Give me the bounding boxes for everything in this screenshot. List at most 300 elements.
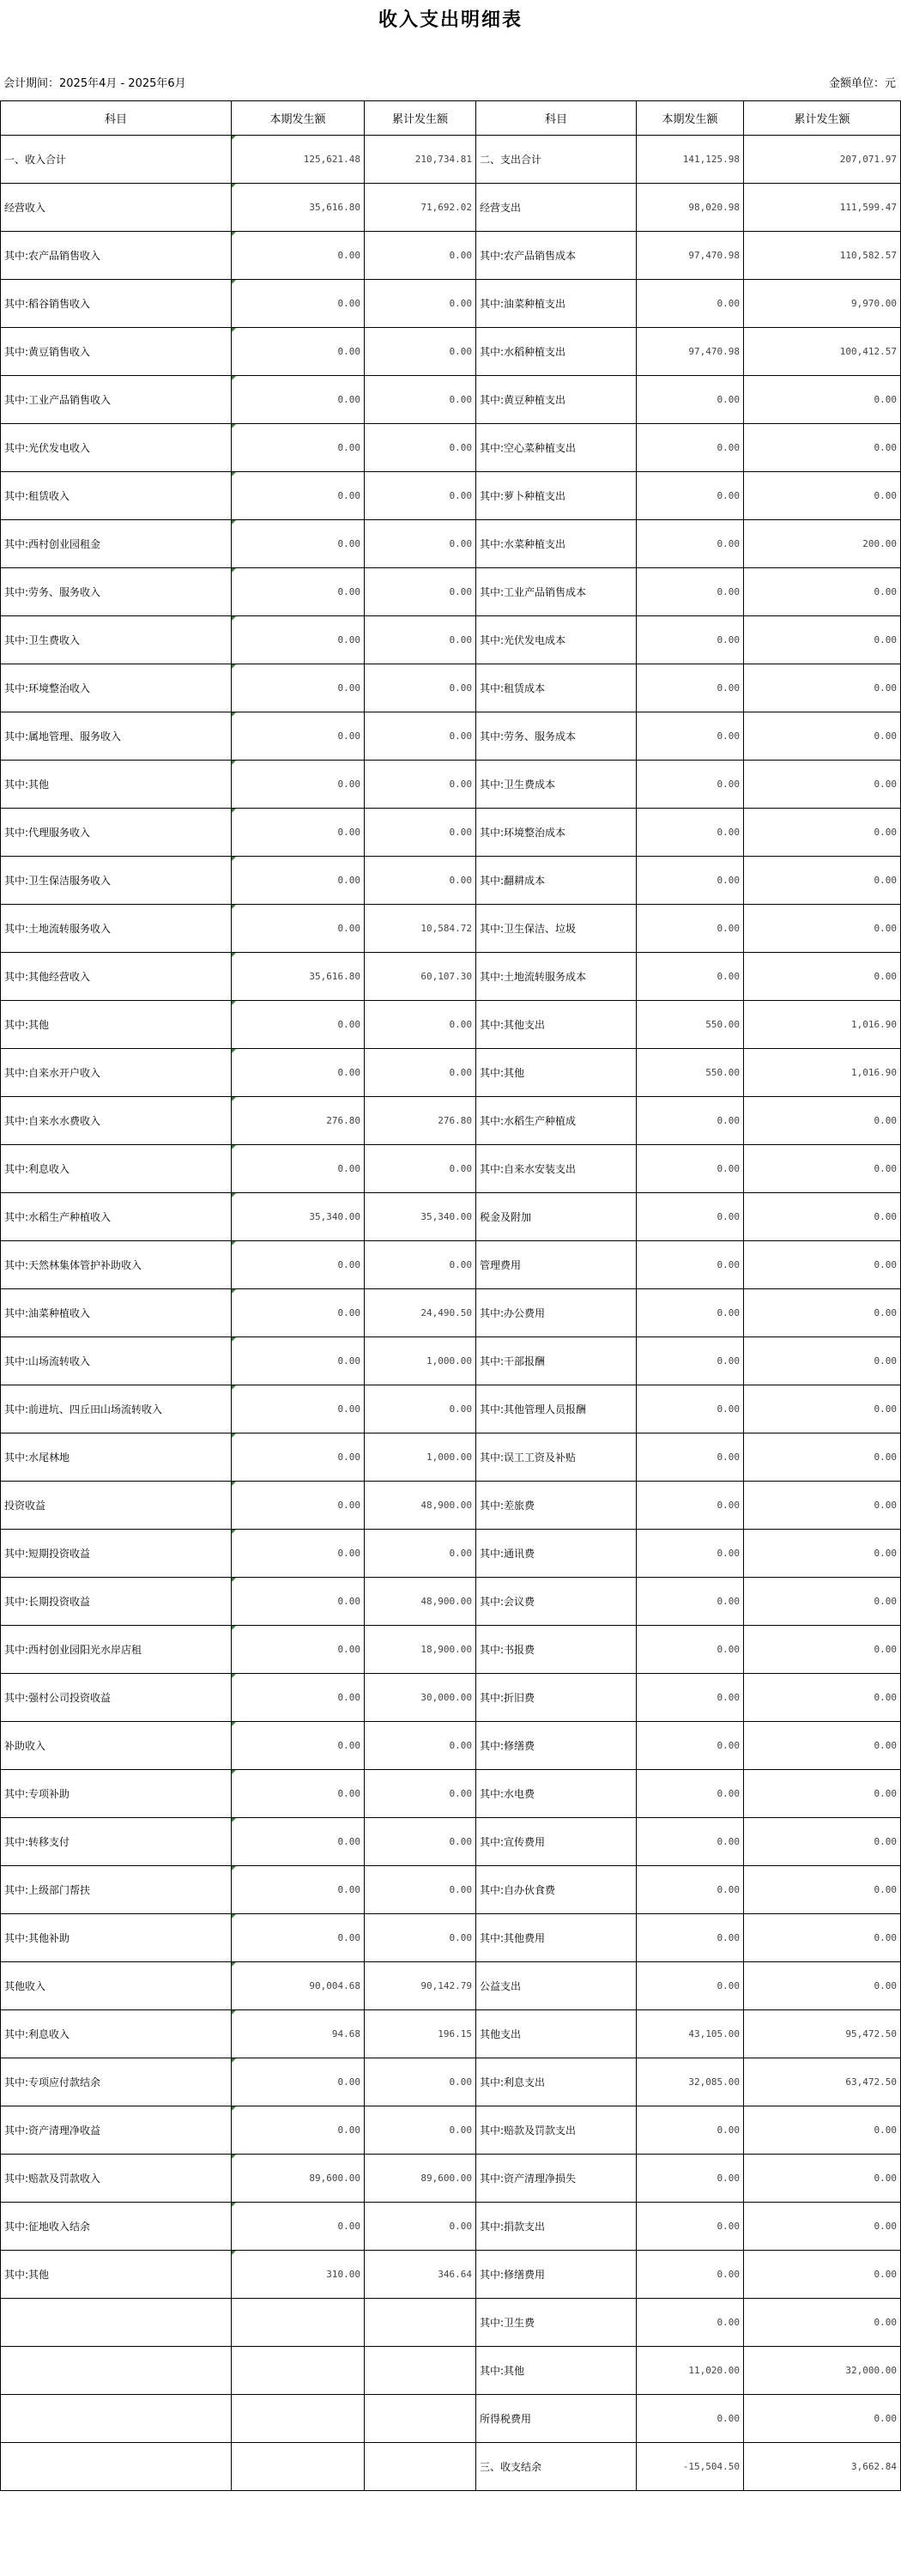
- left-cumulative-amount: 210,734.81: [365, 136, 476, 184]
- table-row: [1, 1962, 901, 2010]
- right-current-amount: 0.00: [637, 1145, 744, 1193]
- left-cumulative-amount: 10,584.72: [365, 905, 476, 953]
- table-row: [1, 232, 901, 280]
- left-cumulative-amount: 0.00: [365, 1049, 476, 1097]
- left-current-amount: 0.00: [232, 1626, 365, 1674]
- left-cumulative-amount: 0.00: [365, 1530, 476, 1578]
- left-cumulative-amount: 0.00: [365, 1722, 476, 1770]
- left-current-amount: 0.00: [232, 1289, 365, 1337]
- left-current-amount: 90,004.68: [232, 1962, 365, 2010]
- right-cumulative-amount: 0.00: [744, 1722, 901, 1770]
- right-item-cell: 其中:卫生费成本: [476, 761, 637, 809]
- right-cumulative-amount: 111,599.47: [744, 184, 901, 232]
- right-current-amount: 0.00: [637, 1770, 744, 1818]
- left-cumulative-amount: 89,600.00: [365, 2155, 476, 2203]
- right-current-amount: 0.00: [637, 809, 744, 857]
- left-item-cell: 其中:山场流转收入: [1, 1337, 232, 1385]
- right-current-amount: 0.00: [637, 761, 744, 809]
- left-current-amount: 0.00: [232, 1001, 365, 1049]
- table-row: [1, 1433, 901, 1482]
- table-row: [1, 472, 901, 520]
- left-item-cell: 其中:土地流转服务收入: [1, 905, 232, 953]
- left-cumulative-amount: 24,490.50: [365, 1289, 476, 1337]
- right-item-cell: 其中:会议费: [476, 1578, 637, 1626]
- left-item-cell: 经营收入: [1, 184, 232, 232]
- left-cumulative-amount: 0.00: [365, 568, 476, 616]
- right-cumulative-amount: 0.00: [744, 616, 901, 664]
- table-row: [1, 809, 901, 857]
- left-item-cell: 其中:利息收入: [1, 1145, 232, 1193]
- left-current-amount: 0.00: [232, 1578, 365, 1626]
- left-current-amount: 0.00: [232, 1770, 365, 1818]
- right-current-amount: 0.00: [637, 2251, 744, 2299]
- table-row: [1, 1289, 901, 1337]
- left-item-cell: 其中:油菜种植收入: [1, 1289, 232, 1337]
- left-item-cell: 其中:其他补助: [1, 1914, 232, 1962]
- left-item-cell: 其中:专项补助: [1, 1770, 232, 1818]
- left-current-amount: 0.00: [232, 568, 365, 616]
- right-cumulative-amount: 0.00: [744, 2203, 901, 2251]
- left-current-amount: 0.00: [232, 664, 365, 712]
- right-item-cell: 其中:卫生费: [476, 2299, 637, 2347]
- left-cumulative-amount: [365, 2395, 476, 2443]
- table-row: [1, 568, 901, 616]
- left-current-amount: 0.00: [232, 1530, 365, 1578]
- right-current-amount: 0.00: [637, 280, 744, 328]
- right-current-amount: 0.00: [637, 1289, 744, 1337]
- right-current-amount: 0.00: [637, 520, 744, 568]
- right-cumulative-amount: 0.00: [744, 1385, 901, 1433]
- right-item-cell: 其中:水电费: [476, 1770, 637, 1818]
- right-cumulative-amount: 200.00: [744, 520, 901, 568]
- right-item-cell: 其他支出: [476, 2010, 637, 2058]
- left-cumulative-amount: [365, 2347, 476, 2395]
- left-cumulative-amount: 0.00: [365, 424, 476, 472]
- left-cumulative-amount: 0.00: [365, 472, 476, 520]
- table-row: [1, 857, 901, 905]
- right-cumulative-amount: 0.00: [744, 1433, 901, 1482]
- left-cumulative-amount: 0.00: [365, 1001, 476, 1049]
- table-row: [1, 184, 901, 232]
- left-cumulative-amount: 48,900.00: [365, 1482, 476, 1530]
- left-cumulative-amount: 48,900.00: [365, 1578, 476, 1626]
- right-item-cell: 管理费用: [476, 1241, 637, 1289]
- table-row: [1, 1674, 901, 1722]
- left-item-cell: 其中:专项应付款结余: [1, 2058, 232, 2106]
- right-cumulative-amount: 0.00: [744, 953, 901, 1001]
- right-cumulative-amount: 0.00: [744, 1097, 901, 1145]
- left-item-cell: 其中:其他经营收入: [1, 953, 232, 1001]
- table-row: [1, 1337, 901, 1385]
- right-item-cell: 其中:水稻生产种植成: [476, 1097, 637, 1145]
- left-item-cell: [1, 2299, 232, 2347]
- right-current-amount: 0.00: [637, 712, 744, 761]
- right-item-cell: 其中:黄豆种植支出: [476, 376, 637, 424]
- left-item-cell: 其中:租赁收入: [1, 472, 232, 520]
- right-cumulative-amount: 0.00: [744, 1674, 901, 1722]
- right-cumulative-amount: 1,016.90: [744, 1049, 901, 1097]
- right-item-cell: 其中:油菜种植支出: [476, 280, 637, 328]
- left-item-cell: 一、收入合计: [1, 136, 232, 184]
- table-row: [1, 1001, 901, 1049]
- left-current-amount: 0.00: [232, 232, 365, 280]
- income-expense-table: [0, 100, 901, 2491]
- right-item-cell: 其中:差旅费: [476, 1482, 637, 1530]
- right-cumulative-amount: 0.00: [744, 1914, 901, 1962]
- left-current-amount: 0.00: [232, 2058, 365, 2106]
- right-item-cell: 税金及附加: [476, 1193, 637, 1241]
- left-item-cell: 其中:上级部门帮扶: [1, 1866, 232, 1914]
- right-current-amount: 0.00: [637, 1482, 744, 1530]
- left-cumulative-amount: 0.00: [365, 2106, 476, 2155]
- left-item-cell: 其中:属地管理、服务收入: [1, 712, 232, 761]
- left-item-cell: 其中:水尾林地: [1, 1433, 232, 1482]
- left-cumulative-amount: 35,340.00: [365, 1193, 476, 1241]
- table-row: [1, 1722, 901, 1770]
- right-item-cell: 其中:办公费用: [476, 1289, 637, 1337]
- table-row: [1, 2058, 901, 2106]
- left-item-cell: 其中:转移支付: [1, 1818, 232, 1866]
- left-item-cell: 其中:光伏发电收入: [1, 424, 232, 472]
- right-item-cell: 其中:利息支出: [476, 2058, 637, 2106]
- left-current-amount: 0.00: [232, 905, 365, 953]
- left-cumulative-amount: 0.00: [365, 1914, 476, 1962]
- left-current-amount: 0.00: [232, 2106, 365, 2155]
- left-cumulative-amount: 0.00: [365, 1385, 476, 1433]
- right-current-amount: 0.00: [637, 1530, 744, 1578]
- left-current-amount: [232, 2443, 365, 2491]
- right-item-cell: 其中:捐款支出: [476, 2203, 637, 2251]
- table-row: [1, 1770, 901, 1818]
- right-item-cell: 其中:赔款及罚款支出: [476, 2106, 637, 2155]
- table-row: [1, 2155, 901, 2203]
- right-current-amount: 141,125.98: [637, 136, 744, 184]
- right-item-cell: 其中:通讯费: [476, 1530, 637, 1578]
- left-item-cell: 其中:利息收入: [1, 2010, 232, 2058]
- left-cumulative-amount: 0.00: [365, 328, 476, 376]
- right-cumulative-amount: 207,071.97: [744, 136, 901, 184]
- right-item-cell: 其中:卫生保洁、垃圾: [476, 905, 637, 953]
- table-row: [1, 520, 901, 568]
- right-current-amount: 0.00: [637, 2106, 744, 2155]
- right-item-cell: 其中:书报费: [476, 1626, 637, 1674]
- left-current-amount: 310.00: [232, 2251, 365, 2299]
- left-current-amount: 0.00: [232, 424, 365, 472]
- left-cumulative-amount: 0.00: [365, 376, 476, 424]
- right-current-amount: 43,105.00: [637, 2010, 744, 2058]
- right-cumulative-amount: 0.00: [744, 761, 901, 809]
- left-cumulative-amount: 0.00: [365, 2058, 476, 2106]
- right-current-amount: 0.00: [637, 1818, 744, 1866]
- left-cumulative-amount: 18,900.00: [365, 1626, 476, 1674]
- left-item-cell: 补助收入: [1, 1722, 232, 1770]
- left-item-cell: 其中:其他: [1, 1001, 232, 1049]
- left-cumulative-amount: 196.15: [365, 2010, 476, 2058]
- left-current-amount: 0.00: [232, 809, 365, 857]
- left-cumulative-amount: 0.00: [365, 616, 476, 664]
- right-cumulative-amount: 0.00: [744, 712, 901, 761]
- right-current-amount: 0.00: [637, 1193, 744, 1241]
- table-row: [1, 1818, 901, 1866]
- right-item-cell: 所得税费用: [476, 2395, 637, 2443]
- right-item-cell: 其中:其他支出: [476, 1001, 637, 1049]
- left-current-amount: [232, 2299, 365, 2347]
- left-item-cell: 其中:代理服务收入: [1, 809, 232, 857]
- right-current-amount: 0.00: [637, 905, 744, 953]
- left-cumulative-amount: [365, 2443, 476, 2491]
- col-header-left-current: 本期发生额: [232, 101, 365, 136]
- right-item-cell: 三、收支结余: [476, 2443, 637, 2491]
- right-current-amount: 0.00: [637, 1578, 744, 1626]
- table-row: [1, 1241, 901, 1289]
- right-cumulative-amount: 95,472.50: [744, 2010, 901, 2058]
- right-cumulative-amount: 110,582.57: [744, 232, 901, 280]
- left-current-amount: [232, 2395, 365, 2443]
- right-cumulative-amount: 0.00: [744, 2251, 901, 2299]
- left-cumulative-amount: 276.80: [365, 1097, 476, 1145]
- left-cumulative-amount: 0.00: [365, 761, 476, 809]
- right-item-cell: 其中:其他管理人员报酬: [476, 1385, 637, 1433]
- right-cumulative-amount: 0.00: [744, 2155, 901, 2203]
- right-current-amount: 32,085.00: [637, 2058, 744, 2106]
- right-current-amount: 97,470.98: [637, 328, 744, 376]
- right-cumulative-amount: 0.00: [744, 2299, 901, 2347]
- table-row: [1, 2395, 901, 2443]
- left-current-amount: 89,600.00: [232, 2155, 365, 2203]
- right-cumulative-amount: 3,662.84: [744, 2443, 901, 2491]
- left-item-cell: 其中:西村创业园阳光水岸店租: [1, 1626, 232, 1674]
- right-cumulative-amount: 0.00: [744, 1530, 901, 1578]
- right-cumulative-amount: 0.00: [744, 809, 901, 857]
- left-item-cell: 其中:工业产品销售收入: [1, 376, 232, 424]
- right-item-cell: 其中:资产清理净损失: [476, 2155, 637, 2203]
- left-current-amount: 0.00: [232, 712, 365, 761]
- right-cumulative-amount: 0.00: [744, 1578, 901, 1626]
- left-cumulative-amount: 0.00: [365, 1770, 476, 1818]
- table-row: [1, 1049, 901, 1097]
- left-cumulative-amount: 1,000.00: [365, 1337, 476, 1385]
- left-cumulative-amount: 0.00: [365, 712, 476, 761]
- col-header-left-cumulative: 累计发生额: [365, 101, 476, 136]
- table-body: [1, 136, 901, 2491]
- left-item-cell: 其中:稻谷销售收入: [1, 280, 232, 328]
- left-item-cell: [1, 2347, 232, 2395]
- accounting-period: 会计期间：2025年4月 - 2025年6月: [3, 77, 186, 90]
- right-current-amount: 97,470.98: [637, 232, 744, 280]
- left-cumulative-amount: 30,000.00: [365, 1674, 476, 1722]
- col-header-left-item: 科目: [1, 101, 232, 136]
- table-row: [1, 136, 901, 184]
- left-current-amount: 0.00: [232, 1049, 365, 1097]
- table-row: [1, 1145, 901, 1193]
- left-item-cell: 其中:劳务、服务收入: [1, 568, 232, 616]
- left-item-cell: 其中:其他: [1, 2251, 232, 2299]
- right-item-cell: 其中:修缮费用: [476, 2251, 637, 2299]
- right-cumulative-amount: 0.00: [744, 1289, 901, 1337]
- report-title: 收入支出明细表: [378, 9, 523, 31]
- left-cumulative-amount: 0.00: [365, 857, 476, 905]
- left-current-amount: 0.00: [232, 1337, 365, 1385]
- right-current-amount: 0.00: [637, 664, 744, 712]
- right-item-cell: 二、支出合计: [476, 136, 637, 184]
- right-current-amount: 0.00: [637, 2299, 744, 2347]
- col-header-right-item: 科目: [476, 101, 637, 136]
- col-header-right-current: 本期发生额: [637, 101, 744, 136]
- table-row: [1, 712, 901, 761]
- left-current-amount: 0.00: [232, 1722, 365, 1770]
- right-current-amount: 0.00: [637, 1433, 744, 1482]
- left-current-amount: 0.00: [232, 1914, 365, 1962]
- right-cumulative-amount: 0.00: [744, 2106, 901, 2155]
- right-cumulative-amount: 0.00: [744, 905, 901, 953]
- right-item-cell: 经营支出: [476, 184, 637, 232]
- right-cumulative-amount: 1,016.90: [744, 1001, 901, 1049]
- left-item-cell: 其中:前进坑、四丘田山场流转收入: [1, 1385, 232, 1433]
- left-current-amount: 35,616.80: [232, 184, 365, 232]
- left-current-amount: 125,621.48: [232, 136, 365, 184]
- left-item-cell: 其中:西村创业园租金: [1, 520, 232, 568]
- table-row: [1, 1578, 901, 1626]
- right-item-cell: 其中:空心菜种植支出: [476, 424, 637, 472]
- left-item-cell: 其中:水稻生产种植收入: [1, 1193, 232, 1241]
- right-item-cell: 其中:自来水安装支出: [476, 1145, 637, 1193]
- left-item-cell: 其中:自来水开户收入: [1, 1049, 232, 1097]
- left-item-cell: 其中:长期投资收益: [1, 1578, 232, 1626]
- right-current-amount: 11,020.00: [637, 2347, 744, 2395]
- right-cumulative-amount: 0.00: [744, 1626, 901, 1674]
- table-row: [1, 328, 901, 376]
- right-cumulative-amount: 0.00: [744, 472, 901, 520]
- left-current-amount: [232, 2347, 365, 2395]
- col-header-right-cumulative: 累计发生额: [744, 101, 901, 136]
- left-item-cell: 其中:天然林集体管护补助收入: [1, 1241, 232, 1289]
- left-cumulative-amount: 0.00: [365, 280, 476, 328]
- right-current-amount: 0.00: [637, 1337, 744, 1385]
- left-cumulative-amount: 0.00: [365, 520, 476, 568]
- right-item-cell: 其中:自办伙食费: [476, 1866, 637, 1914]
- right-current-amount: 0.00: [637, 616, 744, 664]
- right-item-cell: 其中:劳务、服务成本: [476, 712, 637, 761]
- left-current-amount: 0.00: [232, 472, 365, 520]
- right-current-amount: -15,504.50: [637, 2443, 744, 2491]
- right-current-amount: 98,020.98: [637, 184, 744, 232]
- right-cumulative-amount: 0.00: [744, 1866, 901, 1914]
- left-item-cell: 其中:卫生费收入: [1, 616, 232, 664]
- left-item-cell: 其中:卫生保洁服务收入: [1, 857, 232, 905]
- right-current-amount: 0.00: [637, 2155, 744, 2203]
- right-cumulative-amount: 0.00: [744, 376, 901, 424]
- left-current-amount: 0.00: [232, 1241, 365, 1289]
- table-row: [1, 376, 901, 424]
- left-current-amount: 35,616.80: [232, 953, 365, 1001]
- left-current-amount: 0.00: [232, 1866, 365, 1914]
- right-item-cell: 其中:翻耕成本: [476, 857, 637, 905]
- table-row: [1, 953, 901, 1001]
- right-item-cell: 其中:萝卜种植支出: [476, 472, 637, 520]
- table-row: [1, 1097, 901, 1145]
- right-item-cell: 公益支出: [476, 1962, 637, 2010]
- right-cumulative-amount: 0.00: [744, 1337, 901, 1385]
- right-cumulative-amount: 0.00: [744, 424, 901, 472]
- left-item-cell: 投资收益: [1, 1482, 232, 1530]
- right-current-amount: 0.00: [637, 1241, 744, 1289]
- table-row: [1, 1193, 901, 1241]
- table-row: [1, 2299, 901, 2347]
- right-cumulative-amount: 100,412.57: [744, 328, 901, 376]
- left-item-cell: 其中:黄豆销售收入: [1, 328, 232, 376]
- right-current-amount: 0.00: [637, 1914, 744, 1962]
- right-current-amount: 0.00: [637, 1674, 744, 1722]
- right-item-cell: 其中:宣传费用: [476, 1818, 637, 1866]
- right-item-cell: 其中:光伏发电成本: [476, 616, 637, 664]
- left-current-amount: 276.80: [232, 1097, 365, 1145]
- left-current-amount: 0.00: [232, 1433, 365, 1482]
- left-current-amount: 0.00: [232, 1674, 365, 1722]
- right-item-cell: 其中:其他: [476, 1049, 637, 1097]
- left-cumulative-amount: 1,000.00: [365, 1433, 476, 1482]
- left-current-amount: 0.00: [232, 761, 365, 809]
- left-cumulative-amount: 0.00: [365, 809, 476, 857]
- right-current-amount: 0.00: [637, 472, 744, 520]
- table-row: [1, 2251, 901, 2299]
- right-current-amount: 0.00: [637, 376, 744, 424]
- left-item-cell: 其中:征地收入结余: [1, 2203, 232, 2251]
- table-row: [1, 761, 901, 809]
- left-current-amount: 0.00: [232, 328, 365, 376]
- left-cumulative-amount: 0.00: [365, 1866, 476, 1914]
- left-item-cell: 其中:农产品销售收入: [1, 232, 232, 280]
- right-current-amount: 0.00: [637, 568, 744, 616]
- right-cumulative-amount: 0.00: [744, 1193, 901, 1241]
- left-item-cell: [1, 2395, 232, 2443]
- right-item-cell: 其中:修缮费: [476, 1722, 637, 1770]
- table-row: [1, 280, 901, 328]
- left-cumulative-amount: 71,692.02: [365, 184, 476, 232]
- table-header-row: [1, 101, 901, 136]
- right-item-cell: 其中:其他费用: [476, 1914, 637, 1962]
- right-cumulative-amount: 0.00: [744, 857, 901, 905]
- table-row: [1, 1866, 901, 1914]
- left-item-cell: 其中:赔款及罚款收入: [1, 2155, 232, 2203]
- left-current-amount: 0.00: [232, 280, 365, 328]
- left-cumulative-amount: 0.00: [365, 232, 476, 280]
- left-current-amount: 0.00: [232, 1385, 365, 1433]
- left-current-amount: 0.00: [232, 520, 365, 568]
- table-row: [1, 2347, 901, 2395]
- left-current-amount: 0.00: [232, 616, 365, 664]
- right-cumulative-amount: 0.00: [744, 1962, 901, 2010]
- table-row: [1, 905, 901, 953]
- right-current-amount: 0.00: [637, 424, 744, 472]
- right-cumulative-amount: 0.00: [744, 1770, 901, 1818]
- right-cumulative-amount: 9,970.00: [744, 280, 901, 328]
- right-cumulative-amount: 0.00: [744, 1241, 901, 1289]
- table-row: [1, 1914, 901, 1962]
- table-row: [1, 1530, 901, 1578]
- left-cumulative-amount: 0.00: [365, 1145, 476, 1193]
- left-current-amount: 0.00: [232, 857, 365, 905]
- right-cumulative-amount: 0.00: [744, 2395, 901, 2443]
- table-row: [1, 1385, 901, 1433]
- left-current-amount: 0.00: [232, 2203, 365, 2251]
- left-cumulative-amount: 0.00: [365, 1818, 476, 1866]
- right-current-amount: 0.00: [637, 1866, 744, 1914]
- table-row: [1, 664, 901, 712]
- left-cumulative-amount: 90,142.79: [365, 1962, 476, 2010]
- right-item-cell: 其中:土地流转服务成本: [476, 953, 637, 1001]
- left-item-cell: 其他收入: [1, 1962, 232, 2010]
- table-row: [1, 2203, 901, 2251]
